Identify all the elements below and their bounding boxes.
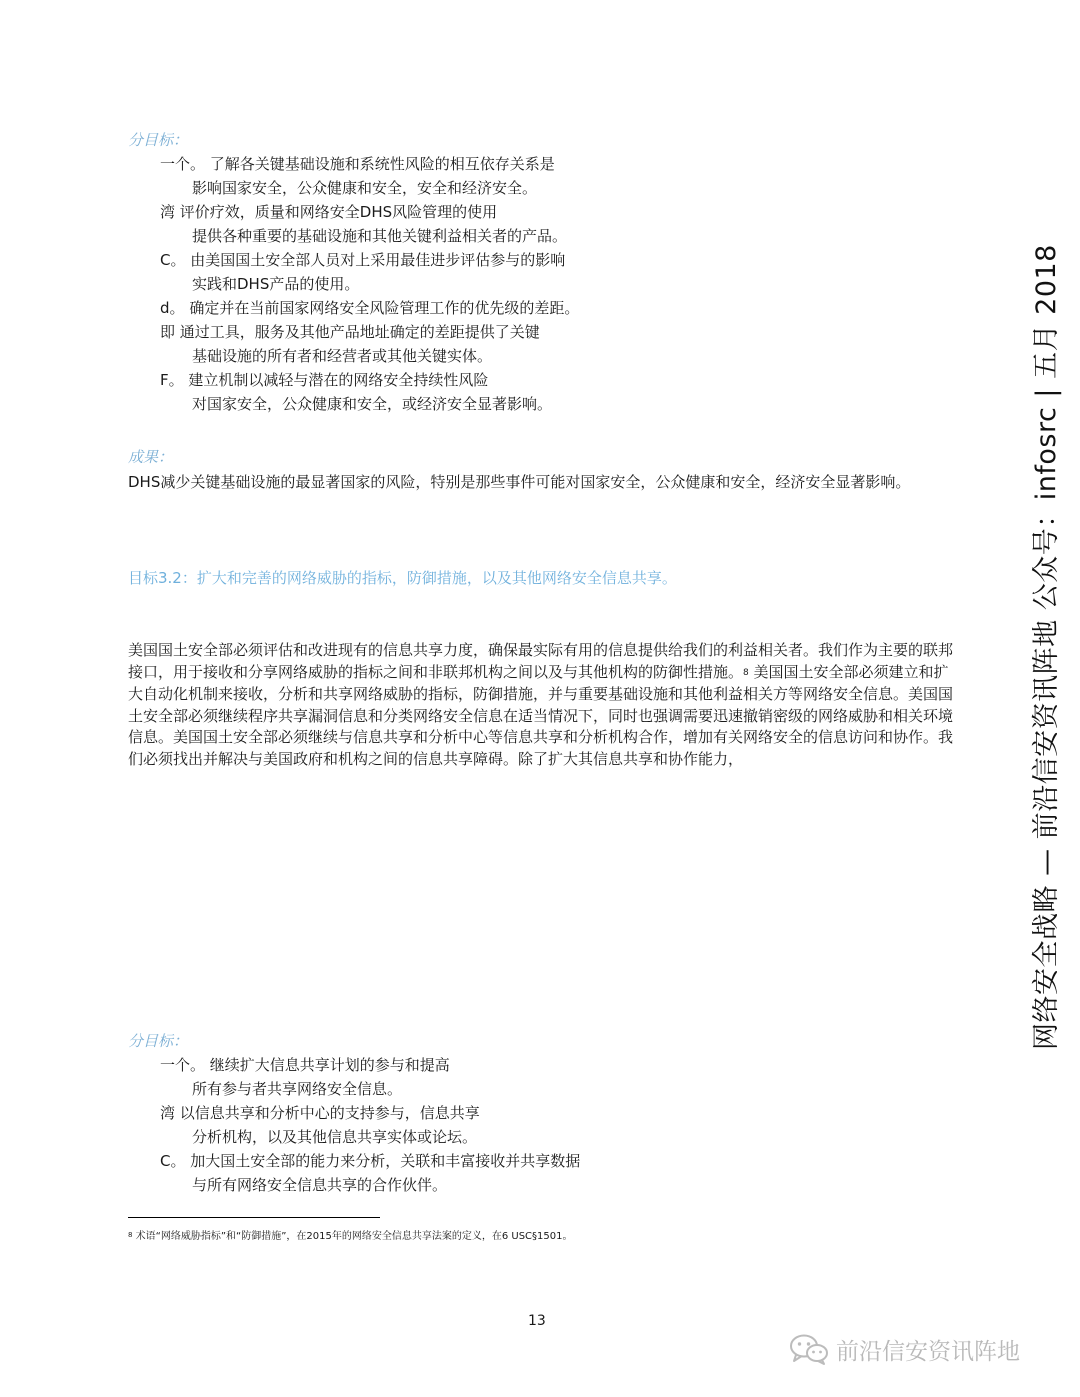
list-item: C。 加大国土安全部的能力来分析，关联和丰富接收并共享数据 与所有网络安全信息共享的合作伙伴。 bbox=[160, 1152, 581, 1194]
footnote-reference[interactable]: 8 bbox=[743, 667, 749, 678]
list-item: 湾 评价疗效，质量和网络安全DHS风险管理的使用 提供各种重要的基础设施和其他关键利益相关者的产品。 bbox=[160, 203, 568, 245]
list-item: 一个。 了解各关键基础设施和系统性风险的相互依存关系是 影响国家安全，公众健康和安全，安全和经济安全。 bbox=[160, 155, 555, 197]
sub-goals-list-2 bbox=[160, 1053, 580, 1197]
watermark-text: 前沿信安资讯阵地 bbox=[836, 1338, 1020, 1365]
body-paragraph: 美国国土安全部必须评估和改进现有的信息共享力度，确保最实际有用的信息提供给我们的利益相关者。我们作为主要的联邦接口，用于接收和分享网络威胁的指标之间和非联邦机构之间以及与其他机构的防御性措施。$^8$ 美国国土安全部必须建立和扩大自动化机制来接收，分析和共享网络威胁的指标，防御措施，并与重要基础设施和其他利益相关方等网络安全信息。美国国土安全部必须继续程序共享漏洞信息和分类网络安全信息在适当情况下，同时也强调需要迅速撤销密级的网络威胁和相关环境信息。美国国土安全部必须继续与信息共享和分析中心等信息共享和分析机构合作，增加有关网络安全的信息访问和协作。我们必须找出并解决与美国政府和机构之间的信息共享障碍。除了扩大其信息共享和协作能力， bbox=[128, 641, 954, 768]
footnote-divider bbox=[128, 1217, 380, 1218]
list-item: F。 建立机制以减轻与潜在的网络安全持续性风险 对国家安全，公众健康和安全，或经济安全显著影响。 bbox=[160, 371, 553, 413]
list-item: 即 通过工具，服务及其他产品地址确定的差距提供了关键 基础设施的所有者和经营者或其他关键实体。 bbox=[160, 323, 540, 365]
footnote-number: 8 bbox=[128, 1231, 133, 1239]
sub-goals-heading-1: 分目标： bbox=[128, 131, 189, 149]
sub-goals-heading-2: 分目标： bbox=[128, 1032, 189, 1050]
list-item: C。 由美国国土安全部人员对上采用最佳进步评估参与的影响 实践和DHS产品的使用。 bbox=[160, 251, 566, 293]
footnote: $^8$ 术语“网络威胁指标”和“防御措施”，在2015年的网络安全信息共享法案的定义，在6 USC§1501。 bbox=[128, 1231, 573, 1242]
side-banner: 网络安全战略 — 前沿信安资讯阵地 公众号：infosrc | 五月 2018 bbox=[1031, 244, 1062, 1050]
page-number: 13 bbox=[528, 1313, 546, 1329]
list-item: 一个。 继续扩大信息共享计划的参与和提高 所有参与者共享网络安全信息。 bbox=[160, 1056, 450, 1098]
outcome-text: DHS减少关键基础设施的最显著国家的风险，特别是那些事件可能对国家安全，公众健康和安全，经济安全显著影响。 bbox=[128, 473, 911, 491]
watermark bbox=[788, 1332, 1020, 1366]
list-item: 湾 以信息共享和分析中心的支持参与，信息共享 分析机构，以及其他信息共享实体或论坛。 bbox=[160, 1104, 480, 1146]
outcome-heading: 成果： bbox=[128, 448, 174, 466]
wechat-icon bbox=[788, 1332, 830, 1366]
goal-title: 目标3.2：扩大和完善的网络威胁的指标，防御措施，以及其他网络安全信息共享。 bbox=[128, 569, 677, 587]
sub-goals-list-1 bbox=[160, 152, 579, 416]
list-item: d。 确定并在当前国家网络安全风险管理工作的优先级的差距。 bbox=[160, 299, 580, 317]
